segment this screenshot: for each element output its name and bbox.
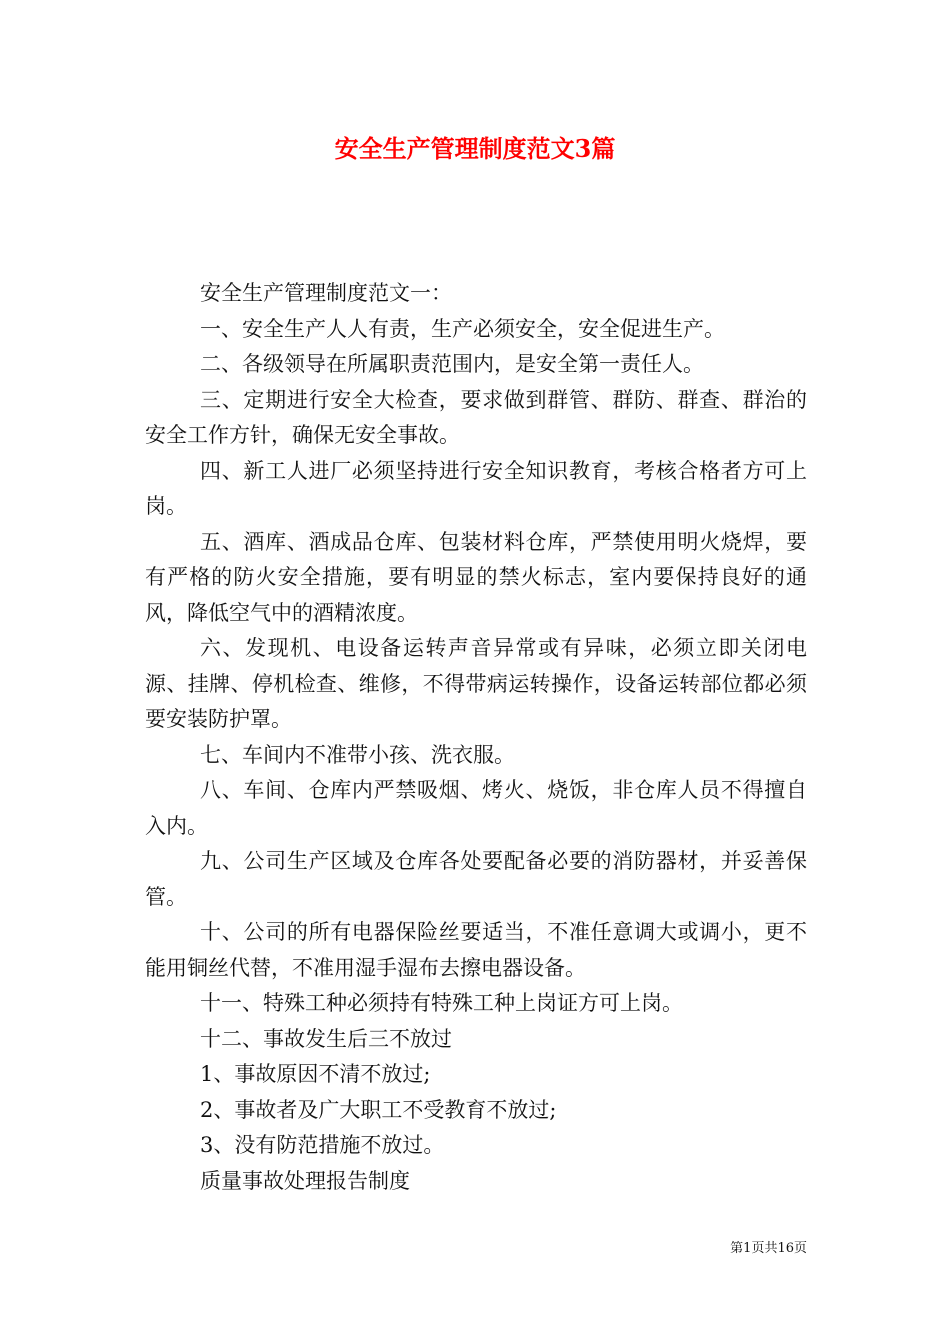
paragraph: 十二、事故发生后三不放过	[200, 1026, 452, 1051]
paragraph: 1、事故原因不清不放过;	[200, 1062, 431, 1086]
paragraph: 2、事故者及广大职工不受教育不放过;	[200, 1097, 557, 1122]
paragraph: 六、发现机、电设备运转声音异常或有异味，必须立即关闭电源、挂牌、停机检查、维修，不得带病运转操作，设备运转部位都必须要安装防护罩。	[145, 636, 807, 731]
document-title: 安全生产管理制度范文3篇	[334, 134, 616, 163]
page-footer: 第1页共16页	[730, 1241, 807, 1256]
paragraph: 三、定期进行安全大检查，要求做到群管、群防、群查、群治的安全工作方针，确保无安全事故。	[145, 387, 807, 447]
paragraph: 安全生产管理制度范文一：	[200, 281, 452, 305]
paragraph: 七、车间内不准带小孩、洗衣服。	[200, 742, 515, 767]
paragraph: 九、公司生产区域及仓库各处要配备必要的消防器材，并妥善保管。	[145, 849, 807, 909]
document-body	[145, 276, 807, 1199]
paragraph: 一、安全生产人人有责，生产必须安全，安全促进生产。	[200, 316, 725, 341]
paragraph: 3、没有防范措施不放过。	[200, 1133, 445, 1157]
paragraph: 八、车间、仓库内严禁吸烟、烤火、烧饭，非仓库人员不得擅自入内。	[145, 778, 807, 838]
paragraph: 十一、特殊工种必须持有特殊工种上岗证方可上岗。	[200, 991, 683, 1015]
paragraph: 五、酒库、酒成品仓库、包装材料仓库，严禁使用明火烧焊，要有严格的防火安全措施，要有明显的禁火标志，室内要保持良好的通风，降低空气中的酒精浓度。	[145, 529, 807, 625]
paragraph: 四、新工人进厂必须坚持进行安全知识教育，考核合格者方可上岗。	[145, 458, 807, 518]
paragraph: 二、各级领导在所属职责范围内，是安全第一责任人。	[200, 352, 704, 376]
paragraph: 质量事故处理报告制度	[200, 1168, 410, 1193]
paragraph: 十、公司的所有电器保险丝要适当，不准任意调大或调小，更不能用铜丝代替，不准用湿手湿布去擦电器设备。	[145, 920, 807, 980]
